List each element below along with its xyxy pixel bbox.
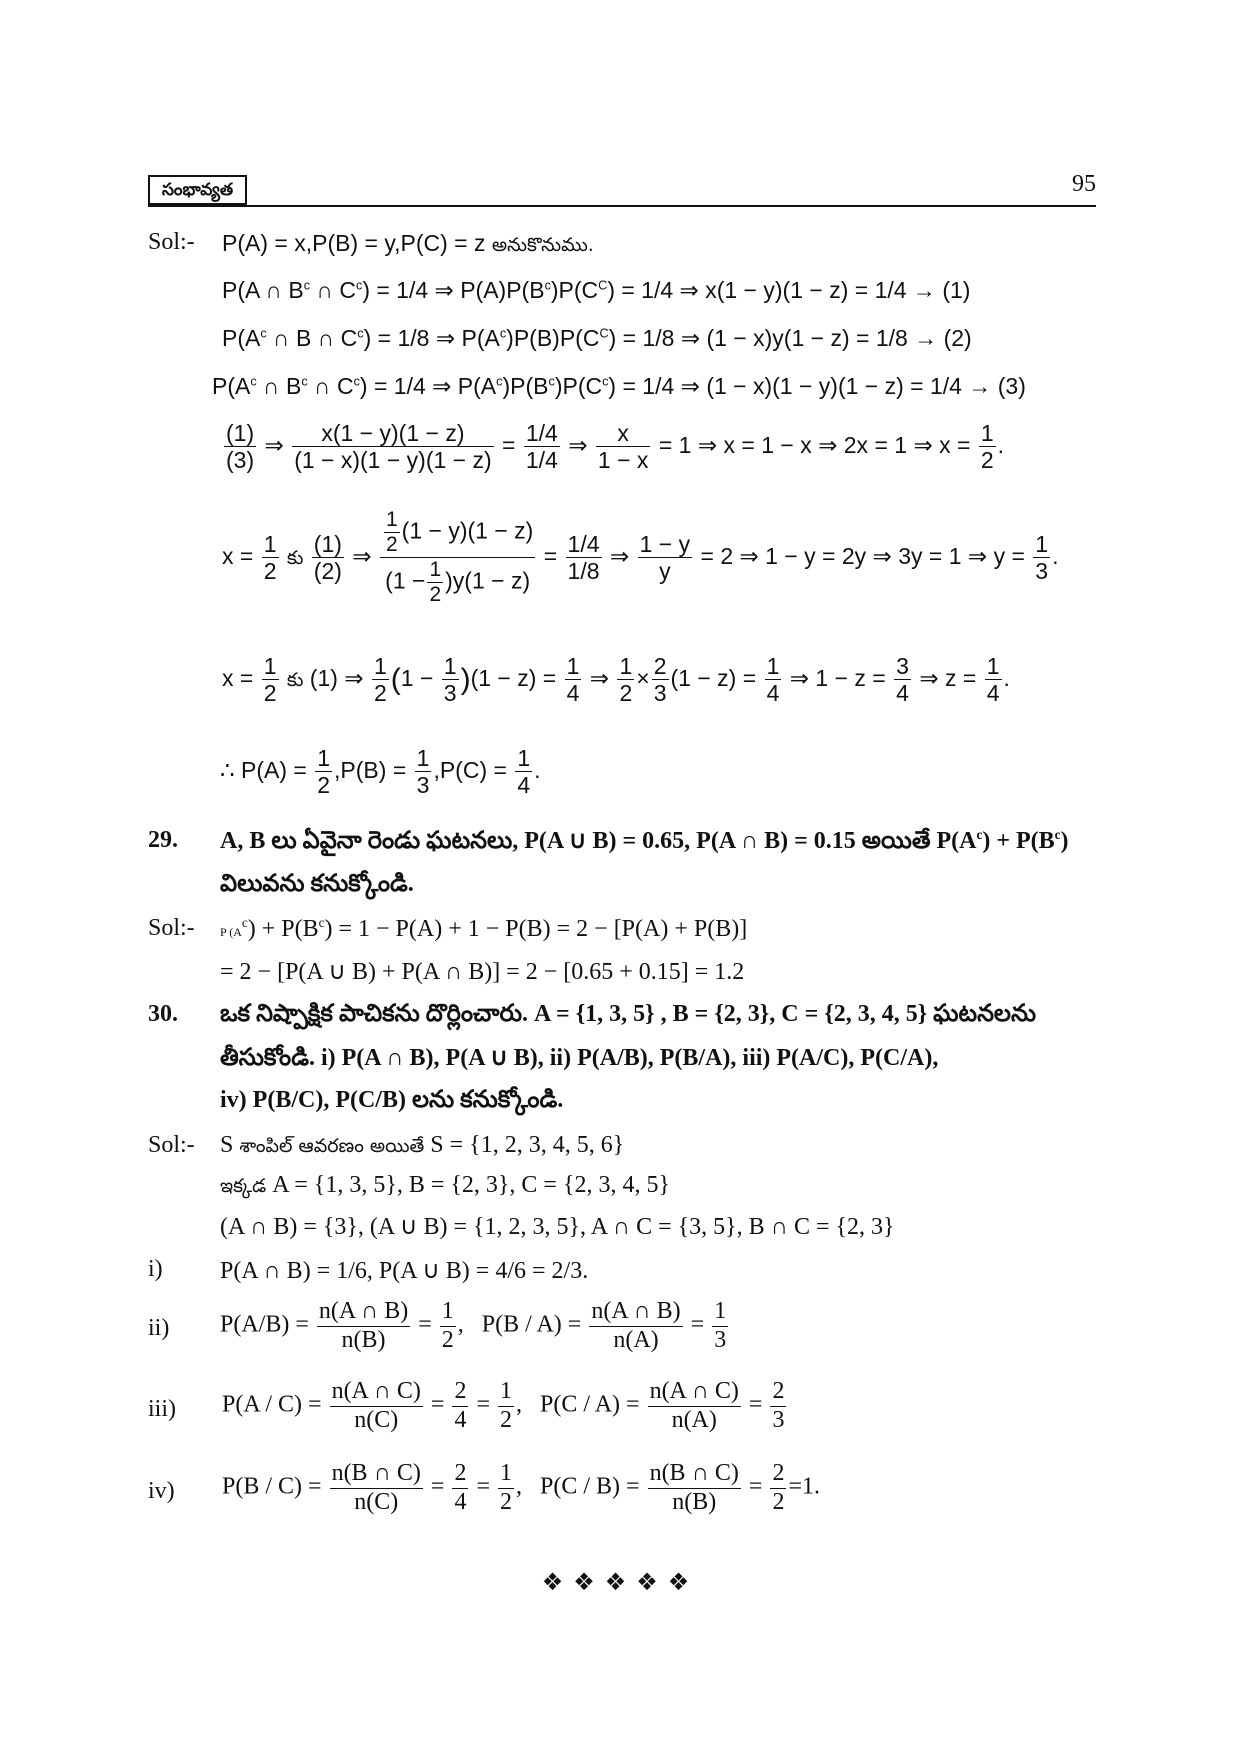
- fraction: $\frac{1}{4}$: [566, 653, 580, 707]
- fraction: $\frac{1}{3}$: [1035, 530, 1049, 585]
- part-iii-answer: P(A / C) = $\frac{n(A \cap C)}{n(C)}$ = $\frac{2}{4}$ = $\frac{1}{2}$ , P(C / A) = $\frac{n(A \cap C)}{n(A)}$ = $\frac{2}{3}$: [222, 1378, 785, 1433]
- fraction: $\frac{1}{2}$: [500, 1378, 512, 1433]
- part-label: ii): [148, 1315, 170, 1341]
- part-label: i): [148, 1256, 163, 1282]
- part-iv-answer: P(B / C) = $\frac{n(B \cap C)}{n(C)}$ = $\frac{2}{4}$ = $\frac{1}{2}$ , P(C / B) = $\frac{n(B \cap C)}{n(B)}$ = $\frac{2}{2}$ =1.: [222, 1460, 820, 1515]
- question-number: 29.: [148, 827, 178, 853]
- fraction: $\frac{1}{4}$: [986, 653, 1000, 707]
- equation-2: $P(A^c$ ∩ B ∩ $C^c) = 1/8$ ⇒ $P(A^c)P(B)P(C^C) = 1/8$ ⇒ (1 − x)y(1 − z) = 1/8 → (2): [222, 325, 972, 351]
- assumption-line: [222, 230, 594, 261]
- sol-29-line1: [220, 915, 747, 943]
- fraction: $\frac{n(B \cap C)}{n(C)}$: [331, 1460, 421, 1515]
- fraction: $\frac{x}{1 - x}$: [597, 420, 649, 474]
- fraction: $\frac{1}{2}$: [317, 745, 331, 799]
- sol-label: Sol:-: [148, 915, 195, 941]
- sol-29-text: $^c) + P(B^c) = 1 - P(A) + 1 - P(B) = 2 - [P(A) + P(B)]$: [241, 915, 748, 942]
- question-30-line1: ఒక నిష్పాక్షిక పాచికను దొర్లించారు. A = {1, 3, 5} , B = {2, 3}, C = {2, 3, 4, 5} ఘటనలను: [220, 1001, 1037, 1027]
- fraction: $\frac{x(1 - y)(1 - z)}{(1 - x)(1 - y)(1 - z)}$: [294, 420, 492, 474]
- sol-29-line2: = 2 − [P(A ∪ B) + P(A ∩ B)] = 2 − [0.65 + 0.15] = 1.2: [220, 959, 745, 985]
- sets-given-line: ఇక్కడ A = {1, 3, 5}, B = {2, 3}, C = {2, 3, 4, 5}: [220, 1172, 670, 1198]
- fraction: $\frac{2}{2}$: [772, 1460, 785, 1515]
- ku-te: కు: [286, 669, 304, 692]
- chapter-title: సంభావ్యత: [148, 175, 247, 205]
- fraction: $\frac{2}{4}$: [454, 1378, 467, 1433]
- fraction: $\frac{n(A \cap B)}{n(A)}$: [591, 1298, 681, 1353]
- step-text: = 1 ⇒ x = 1 − x ⇒ 2x = 1 ⇒ x =: [658, 432, 971, 459]
- fraction: $\frac{1}{2}$: [441, 1298, 454, 1353]
- fraction: $\frac{n(A \cap C)}{n(C)}$: [331, 1378, 421, 1433]
- question-number: 30.: [148, 1001, 178, 1027]
- fraction: $\frac{1}{2}$: [263, 653, 277, 707]
- ratio-step-x: $\frac{(1)}{(3)}$ ⇒ $\frac{x(1 - y)(1 - z)}{(1 - x)(1 - y)(1 - z)}$ = $\frac{1/4}{1/4}$ ⇒ $\frac{x}{1 - x}$ = 1 ⇒ x = 1 − x ⇒ 2x = 1 ⇒ x = $\frac{1}{2}$ .: [226, 420, 1005, 474]
- question-30-line3: iv) P(B/C), P(C/B) లను కనుక్కోండి.: [220, 1087, 564, 1113]
- ku-te: కు: [286, 546, 304, 569]
- part-i-answer: P(A ∩ B) = 1/6, P(A ∪ B) = 4/6 = 2/3.: [220, 1258, 589, 1284]
- fraction: $\frac{1}{3}$: [714, 1298, 727, 1353]
- fraction: $\frac{2}{4}$: [454, 1460, 467, 1515]
- assumption-text: P(A) = x,P(B) = y,P(C) = z: [222, 230, 486, 256]
- part-ii-answer: P(A/B) = $\frac{n(A \cap B)}{n(B)}$ = $\frac{1}{2}$ , P(B / A) = $\frac{n(A \cap B)}{n(A)}$ = $\frac{1}{3}$: [220, 1298, 727, 1353]
- sample-space-line: S శాంపిల్ ఆవరణం అయితే S = {1, 2, 3, 4, 5, 6}: [220, 1132, 625, 1158]
- fraction: $\frac{1}{2}$: [980, 420, 994, 474]
- fraction: $\frac{(1)}{(2)}$: [313, 530, 342, 585]
- question-29-line2: విలువను కనుక్కోండి.: [220, 871, 414, 897]
- page-number: 95: [1072, 171, 1096, 197]
- fraction: $\frac{1}{4}$: [517, 745, 531, 799]
- assumption-te: అనుకొనుము.: [491, 234, 594, 256]
- fraction: $\frac{2}{3}$: [772, 1378, 785, 1433]
- question-29-line1: A, B లు ఏవైనా రెండు ఘటనలు, P(A ∪ B) = 0.65, P(A ∩ B) = 0.15 అయితే $P(A^c) + P(B^c)$: [220, 827, 1069, 854]
- part-label: iv): [148, 1478, 175, 1504]
- set-operations-line: (A ∩ B) = {3}, (A ∪ B) = {1, 2, 3, 5}, A ∩ C = {3, 5}, B ∩ C = {2, 3}: [220, 1214, 895, 1240]
- sample-space-te: శాంపిల్ ఆవరణం అయితే: [239, 1135, 425, 1157]
- final-result: ∴ P(A) = $\frac{1}{2}$ ,P(B) = $\frac{1}{3}$ ,P(C) = $\frac{1}{4}$ .: [220, 745, 541, 799]
- here-te: ఇక్కడ: [220, 1175, 267, 1197]
- small-text: P (A: [220, 925, 242, 939]
- fraction: $\frac{n(B \cap C)}{n(B)}$: [649, 1460, 739, 1515]
- ratio-step-y: x = $\frac{1}{2}$ కు $\frac{(1)}{(2)}$ ⇒ $\frac{1}{2}$ (1 − y)(1 − z) (1 − $\frac{1}{2}$ )y(1 − z) = $\frac{1/4}{1/8}$ ⇒ $\frac{1 - y}{y}$ = 2 ⇒ 1 − y = 2y ⇒ 3y = 1 ⇒ y = $\frac{1}{3}$ .: [222, 508, 1059, 607]
- equation-1: P(A ∩ $B^c$ ∩ $C^c) = 1/4$ ⇒ $P(A)P(B^c)P(C^C) = 1/4$ ⇒ x(1 − y)(1 − z) = 1/4 → (1): [222, 277, 971, 303]
- question-30-line2: తీసుకోండి. i) P(A ∩ B), P(A ∪ B), ii) P(A/B), P(B/A), iii) P(A/C), P(C/A),: [220, 1045, 939, 1071]
- fraction: $\frac{n(A \cap C)}{n(A)}$: [649, 1378, 739, 1433]
- sol-label: Sol:-: [148, 229, 195, 255]
- fraction: $\frac{1 - y}{y}$: [639, 530, 691, 585]
- fraction: $\frac{1}{2}$: [619, 653, 633, 707]
- ratio-step-z: x = $\frac{1}{2}$ కు (1) ⇒ $\frac{1}{2}$ (1 − $\frac{1}{3}$ )(1 − z) = $\frac{1}{4}$ ⇒ $\frac{1}{2}$ × $\frac{2}{3}$ (1 − z) = $\frac{1}{4}$ ⇒ 1 − z = $\frac{3}{4}$ ⇒ z = $\frac{1}{4}$ .: [222, 653, 1010, 707]
- sol-label: Sol:-: [148, 1132, 195, 1158]
- footer-ornament: ❖❖❖❖❖: [541, 1568, 700, 1596]
- fraction: $\frac{1}{2}$: [500, 1460, 512, 1515]
- fraction: $\frac{n(A \cap B)}{n(B)}$: [318, 1298, 409, 1353]
- fraction: $\frac{3}{4}$: [896, 653, 909, 707]
- fraction: $\frac{1}{3}$: [416, 745, 430, 799]
- fraction: $\frac{1}{2}$: [263, 530, 277, 585]
- fraction: $\frac{(1)}{(3)}$: [226, 420, 255, 474]
- fraction: $\frac{1}{2}$: [373, 653, 387, 707]
- compound-fraction: $\frac{1}{2}$ (1 − y)(1 − z) (1 − $\frac{1}{2}$ )y(1 − z): [380, 508, 535, 608]
- page-header: [148, 171, 1096, 207]
- equation-3: $P(A^c$ ∩ $B^c$ ∩ $C^c) = 1/4$ ⇒ $P(A^c)P(B^c)P(C^c) = 1/4$ ⇒ (1 − x)(1 − y)(1 − z) = 1/4 → (3): [212, 373, 1026, 399]
- fraction: $\frac{1/4}{1/4}$: [525, 420, 558, 474]
- fraction: $\frac{2}{3}$: [653, 653, 667, 707]
- fraction: $\frac{1}{4}$: [766, 653, 780, 707]
- fraction: $\frac{1/4}{1/8}$: [567, 530, 600, 585]
- part-label: iii): [148, 1396, 176, 1422]
- fraction: $\frac{1}{3}$: [443, 653, 457, 707]
